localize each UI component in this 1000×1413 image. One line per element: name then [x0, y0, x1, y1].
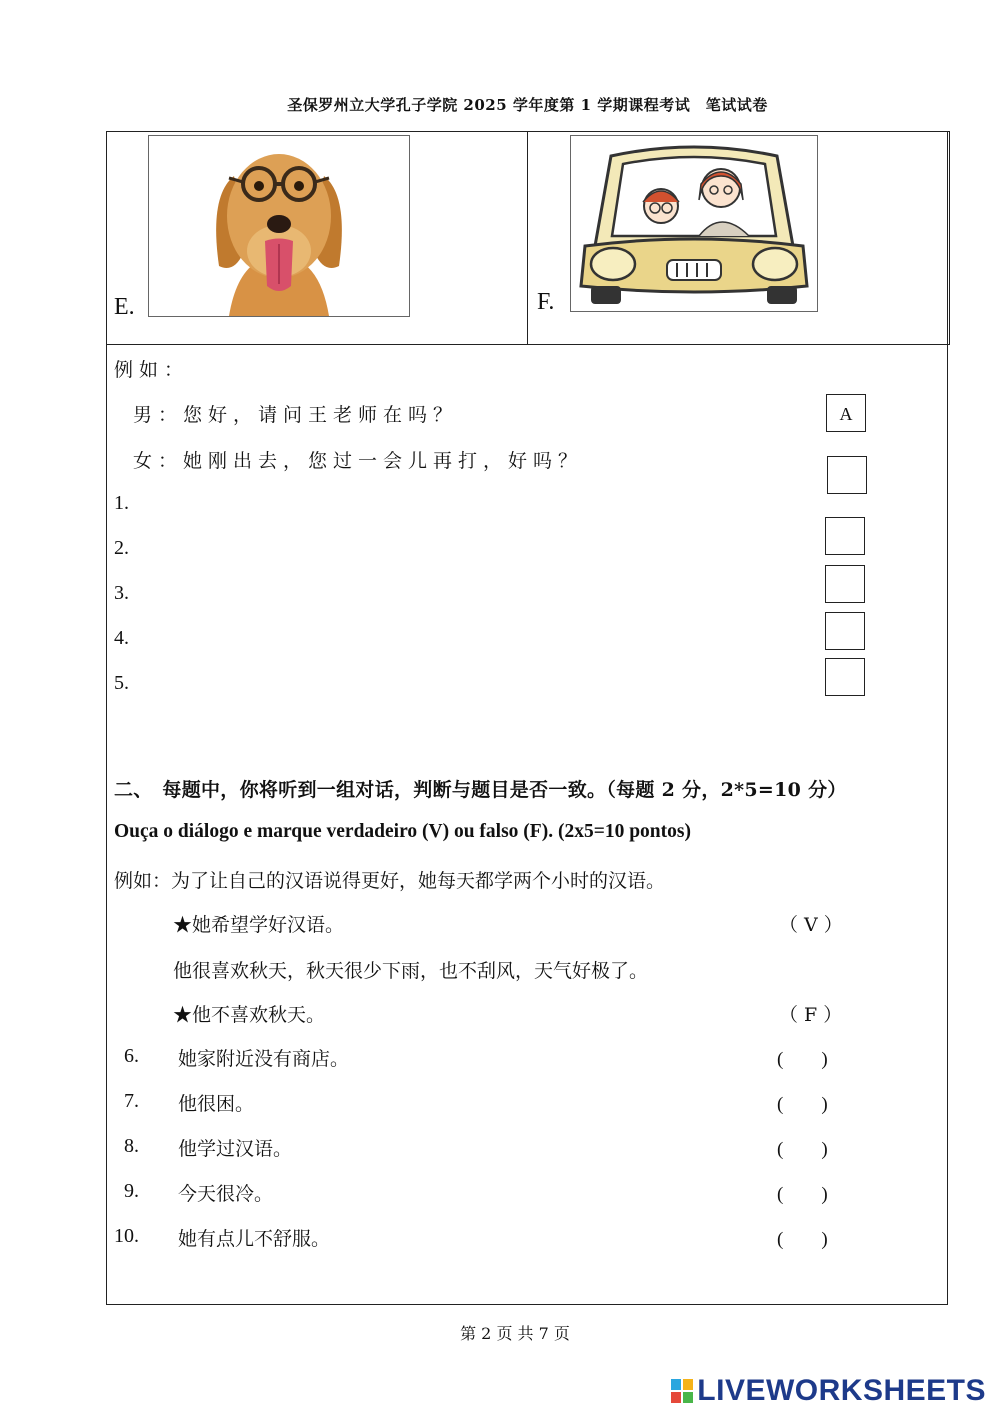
item-number: 4. [114, 627, 129, 649]
example-intro: 例如：为了让自己的汉语说得更好，她每天都学两个小时的汉语。 [114, 870, 666, 892]
question-number: 7. [124, 1090, 139, 1112]
question-number: 6. [124, 1045, 139, 1067]
example-label: 例如： [114, 359, 190, 381]
answer-blank[interactable]: ( ) [777, 1184, 828, 1205]
answer-box-4[interactable] [825, 612, 865, 650]
item-number: 1. [114, 492, 129, 514]
liveworksheets-logo [671, 1374, 986, 1408]
question-number: 9. [124, 1180, 139, 1202]
liveworksheets-wordmark: LIVEWORKSHEETS [697, 1374, 986, 1407]
answer-blank[interactable]: ( ) [777, 1049, 828, 1070]
item-number: 3. [114, 582, 129, 604]
section-two-subheading: Ouça o diálogo e marque verdadeiro (V) ou falso (F). (2x5=10 pontos) [114, 821, 691, 842]
question-text: 他学过汉语。 [178, 1138, 293, 1160]
answer-box-2[interactable] [825, 517, 865, 555]
example-female-line: 女：她刚出去，您过一会儿再打，好吗？ [133, 450, 584, 472]
liveworksheets-logo-icon [671, 1379, 693, 1403]
question-number: 8. [124, 1135, 139, 1157]
section-two-heading: 二、 每题中，你将听到一组对话，判断与题目是否一致。（每题 2 分，2*5=10 分） [114, 779, 847, 801]
example-male-line: 男：您好，请问王老师在吗？ [133, 404, 459, 426]
example-answer-2: （ F ） [779, 1004, 843, 1026]
page-number: 第 2 页 共 7 页 [460, 1324, 570, 1343]
answer-box-3[interactable] [825, 565, 865, 603]
picture-label-e: E. [114, 294, 135, 320]
question-text: 她有点儿不舒服。 [178, 1228, 331, 1250]
answer-box-1[interactable] [827, 456, 867, 494]
picture-label-f: F. [537, 289, 555, 315]
example-statement-1: ★她希望学好汉语。 [173, 914, 345, 936]
example-answer-1: （ V ） [779, 914, 843, 936]
question-text: 她家附近没有商店。 [178, 1048, 350, 1070]
item-number: 5. [114, 672, 129, 694]
answer-blank[interactable]: ( ) [777, 1139, 828, 1160]
item-number: 2. [114, 537, 129, 559]
dog-with-glasses-photo [148, 135, 410, 317]
example-statement-2: ★他不喜欢秋天。 [173, 1004, 326, 1026]
picture-divider [527, 131, 528, 345]
answer-box-5[interactable] [825, 658, 865, 696]
answer-blank[interactable]: ( ) [777, 1094, 828, 1115]
question-number: 10. [114, 1225, 139, 1247]
example-sentence-2: 他很喜欢秋天，秋天很少下雨，也不刮风，天气好极了。 [173, 960, 649, 982]
example-answer-box: A [826, 394, 866, 432]
question-text: 今天很冷。 [178, 1183, 274, 1205]
answer-blank[interactable]: ( ) [777, 1229, 828, 1250]
exam-title: 圣保罗州立大学孔子学院 2025 学年度第 1 学期课程考试 笔试试卷 [287, 96, 768, 114]
people-in-car-cartoon [570, 135, 818, 312]
question-text: 他很困。 [178, 1093, 255, 1115]
